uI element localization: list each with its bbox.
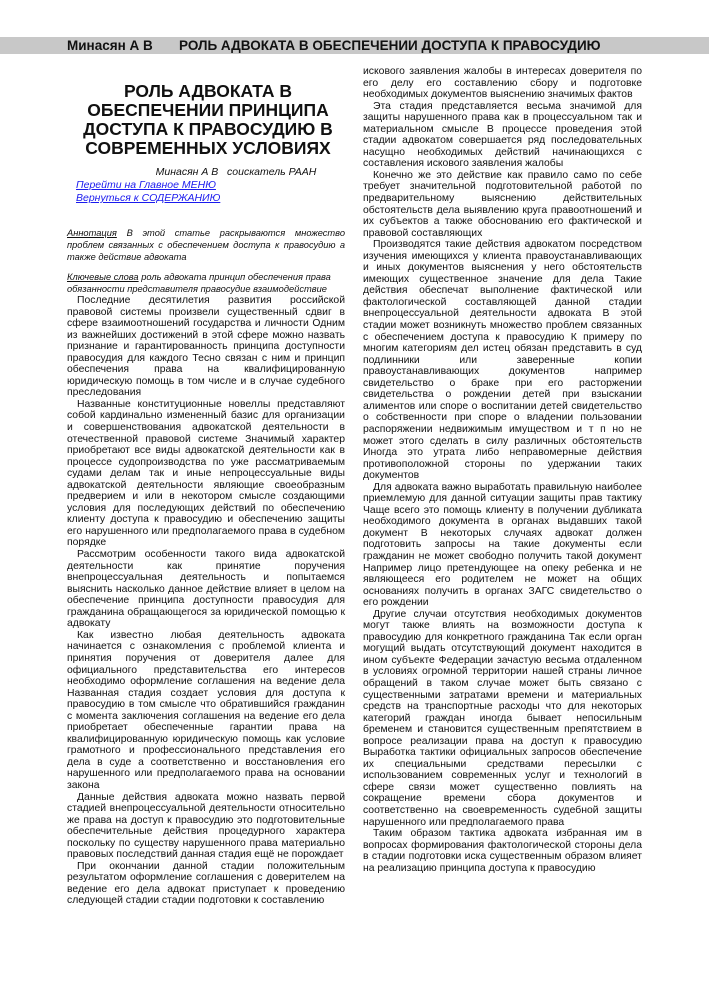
- paragraph: Для адвоката важно выработать правильную наиболее приемлемую для данной ситуации защиты прав тактику Чаще всего это помощь клиенту в получении дубликата необходимого документа в органах выдавших такой документ В некоторых случаях адвокат должен подготовить запросы на такие документы если гражданин не может свободно получить такой документ Например лицо претендующее на опеку ребенка и не являющееся его родителем не может на общих основаниях получить в органах ЗАГС свидетельство о его рождении: [363, 481, 642, 609]
- running-header-title: РОЛЬ АДВОКАТА В ОБЕСПЕЧЕНИИ ДОСТУПА К ПРАВОСУДИЮ: [179, 38, 601, 53]
- left-column: [67, 82, 345, 907]
- running-header-author: Минасян А В: [67, 38, 153, 53]
- contents-link[interactable]: Вернуться к СОДЕРЖАНИЮ: [76, 192, 221, 204]
- right-column: [363, 66, 642, 874]
- title-line: ДОСТУПА К ПРАВОСУДИЮ В: [83, 119, 333, 139]
- running-header: [67, 37, 601, 54]
- abstract-text: В этой статье раскрываются множество проблем связанных с обеспечением доступа к правосудию а также действие адвоката: [67, 228, 345, 262]
- paragraph: Как известно любая деятельность адвоката начинается с ознакомления с проблемой клиента и принятия поручения от доверителя далее для официального представительства его интересов необходимо оформление соглашения на ведение дела Названная стадия создает условия для доступа к правосудию в том смысле что обратившийся гражданин с момента заключения соглашения на ведение его дела приобретает обеспеченные гарантии права на квалифицированную юридическую помощь как условие грамотного и профессионального представления его дела в суде а соответственно и восстановления его нарушенного или предполагаемого права на основании закона: [67, 629, 345, 791]
- navigation-links: [67, 179, 345, 205]
- keywords-label: Ключевые слова: [67, 272, 139, 282]
- paragraph: Последние десятилетия развития российской правовой системы произвели существенный сдвиг в сфере взаимоотношений государства и личности Одним из важнейших достижений в этой сфере можно назвать признание и гарантированность принципа доступности правосудия для каждого Тесно связан с ним и принцип обеспечения права на квалифицированную юридическую помощь в том числе и в случае судебного преследования: [67, 295, 345, 399]
- paragraph: Рассмотрим особенности такого вида адвокатской деятельности как принятие поручения внепроцессуальная деятельность и попытаемся выяснить насколько данное действие влияет в целом на обеспечение принципа доступности правосудия для гражданина обращающегося за юридической помощью к адвокату: [67, 549, 345, 630]
- main-menu-link[interactable]: Перейти на Главное МЕНЮ: [76, 179, 216, 191]
- author-line: Минасян А В соискатель РААН: [155, 166, 317, 178]
- left-body: [67, 295, 345, 907]
- paragraph: Конечно же это действие как правило само по себе требует значительной подготовительной работой по предварительному выяснению действительных обстоятельств дела выявлению круга правоотношений и их субъектов а также обоснованию его фактической и правовой составляющих: [363, 169, 642, 239]
- paragraph: Эта стадия представляется весьма значимой для защиты нарушенного права как в процессуальном так и материальном смысле В процессе проведения этой стадии адвокатом совершается ряд последовательных насущно необходимых действий начинающихся с составления искового заявления жалобы: [363, 100, 642, 170]
- paragraph: Данные действия адвоката можно назвать первой стадией внепроцессуальной деятельности относительно же права на доступ к правосудию это подготовительные обеспечительные действия процедурного характера поскольку по существу нарушенного права материально правовых последствий данная стадия ещё не порождает: [67, 791, 345, 861]
- title-line: РОЛЬ АДВОКАТА В: [123, 81, 293, 101]
- paragraph: Другие случаи отсутствия необходимых документов могут также влиять на возможности доступа к правосудию для конкретного гражданина Так если орган могущий выдать отсутствующий документ находится в ином субъекте Федерации зачастую весьма отдаленном в условиях огромной территории нашей страны личное обращений в таком случае может быть связано с существенными затратами времени и материальных средств на транспортные расходы что для некоторых категорий граждан иногда бывает непосильным бременем и становится существенным препятствием в вопросе реализации права на доступ к правосудию Выработка тактики официальных запросов обеспечение их специальными средствами пересылки с использованием современных услуг и технологий в сфере связи может существенно повлиять на сокращение времени сбора документов и соответственно на своевременность судебной защиты нарушенного или предполагаемого права: [363, 608, 642, 828]
- paragraph: При окончании данной стадии положительным результатом оформление соглашения с доверителем на ведение его дела адвокат приступает к проведению следующей стадии стадии подготовки к составлению: [67, 860, 345, 907]
- article-title: [67, 82, 345, 158]
- title-line: ОБЕСПЕЧЕНИИ ПРИНЦИПА: [87, 100, 329, 120]
- paragraph: Производятся такие действия адвокатом посредством изучения имеющихся у клиента правоустанавливающих и иных документов выяснения у него обстоятельств имеющих существенное значение для дела Такие действия обеспечат выполнение фактической или фактологической составляющей данной стадии внепроцессуальной деятельности адвоката В этой стадии может возникнуть множество проблем связанных с обеспечением доступа к правосудию К примеру по многим категориям дел истец обязан представить в суд подлинники или заверенные копии правоустанавливающих документов например свидетельство о браке при его расторжении свидетельства о рождении детей при взыскании алиментов или споре о воспитании детей свидетельство о собственности при споре о владении пользовании распоряжении недвижимым имуществом и т п но не может этого сделать в силу различных обстоятельств Иногда это утрата либо неправомерные действия противоположной стороны по удержании таких документов: [363, 239, 642, 482]
- title-line: СОВРЕМЕННЫХ УСЛОВИЯХ: [85, 138, 331, 158]
- paragraph: Названные конституционные новеллы представляют собой кардинально измененный базис для организации и совершенствования адвокатской деятельности в отечественной правовой системе Значимый характер приобретают все виды адвокатской деятельности как в процессе судопроизводства по уже рассматриваемым судами делам так и иные непроцессуальные виды адвокатской деятельности являющие своеобразным предверием и или в некотором смысле создающими условия для последующих действий по обеспечению клиенту доступа к правосудию и обеспечению защиты его нарушенного или предполагаемого права в судебном порядке: [67, 398, 345, 549]
- paragraph: Таким образом тактика адвоката избранная им в вопросах формирования фактологической стороны дела в стадии подготовки иска существенным образом влияет на реализацию принципа доступа к правосудию: [363, 828, 642, 874]
- keywords-text: роль адвоката принцип обеспечения права обязанности представителя правосудие взаимодействие: [67, 272, 331, 294]
- abstract-label: Аннотация: [67, 228, 117, 238]
- paragraph: искового заявления жалобы в интересах доверителя по его делу его составлению сбору и подготовке необходимых документов выяснению значимых фактов: [363, 66, 642, 101]
- keywords: [67, 271, 345, 295]
- abstract: [67, 227, 345, 263]
